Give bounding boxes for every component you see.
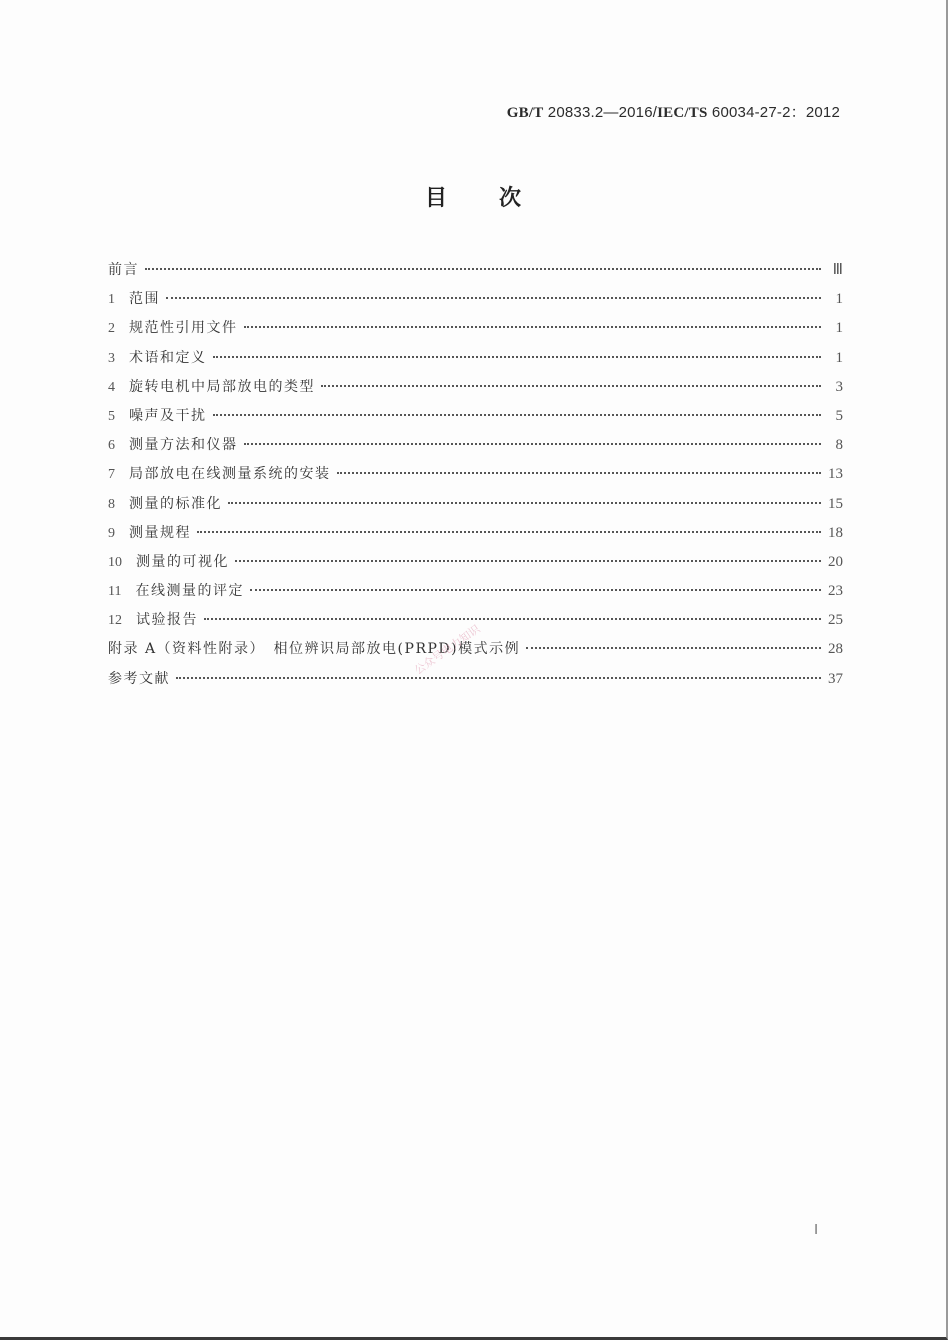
toc-entry-number: 1 bbox=[108, 292, 115, 308]
toc-entry-number: 9 bbox=[108, 525, 115, 541]
page-number: Ⅰ bbox=[814, 1223, 819, 1238]
toc-leader-dots bbox=[250, 589, 821, 591]
toc-entry-label: 旋转电机中局部放电的类型 bbox=[129, 378, 315, 395]
toc-leader-dots bbox=[228, 502, 821, 504]
toc-entry-10[interactable] bbox=[108, 551, 843, 580]
toc-entry-page: 18 bbox=[828, 524, 843, 541]
toc-entry-label: 局部放电在线测量系统的安装 bbox=[129, 466, 331, 483]
toc-entry-page: 15 bbox=[828, 495, 843, 512]
toc-leader-dots bbox=[244, 326, 822, 328]
toc-entry-9[interactable] bbox=[108, 522, 843, 551]
toc-leader-dots bbox=[197, 531, 821, 533]
toc-leader-dots bbox=[145, 268, 821, 270]
standard-header bbox=[507, 101, 840, 122]
toc-entry-page: 23 bbox=[828, 583, 843, 600]
toc-entry-page: 1 bbox=[835, 320, 843, 337]
toc-entry-label: 测量规程 bbox=[129, 524, 191, 541]
toc-title-char-1: 目 bbox=[424, 186, 447, 211]
toc-entry-number: 7 bbox=[108, 467, 115, 483]
toc-entry-label: 附录 A（资料性附录） 相位辨识局部放电(PRPD)模式示例 bbox=[108, 641, 521, 658]
toc-entry-annex-a[interactable] bbox=[108, 638, 843, 667]
toc-entry-label: 在线测量的评定 bbox=[135, 583, 244, 600]
toc-entry-page: Ⅲ bbox=[832, 262, 843, 278]
toc-entry-number: 3 bbox=[108, 350, 115, 366]
toc-entry-page: 25 bbox=[828, 612, 843, 629]
toc-entry-page: 37 bbox=[828, 670, 843, 687]
toc-title-char-2: 次 bbox=[499, 186, 522, 211]
toc-entry-label: 测量的可视化 bbox=[136, 553, 229, 570]
toc-entry-label: 测量方法和仪器 bbox=[129, 437, 238, 454]
toc-entry-number: 5 bbox=[108, 408, 115, 424]
standard-number: 20833.2—2016/ bbox=[543, 104, 658, 121]
toc-leader-dots bbox=[321, 385, 821, 387]
toc-entry-number: 8 bbox=[108, 496, 115, 512]
toc-entry-label: 术语和定义 bbox=[129, 349, 207, 366]
toc-entry-7[interactable] bbox=[108, 463, 843, 492]
toc-entry-6[interactable] bbox=[108, 434, 843, 463]
toc-leader-dots bbox=[235, 560, 821, 562]
toc-entry-page: 3 bbox=[835, 378, 843, 395]
toc-title bbox=[0, 181, 946, 212]
toc-entry-label: 范围 bbox=[129, 291, 160, 308]
toc-entry-2[interactable] bbox=[108, 317, 843, 346]
toc-leader-dots bbox=[244, 443, 822, 445]
toc-leader-dots bbox=[166, 297, 821, 299]
toc-entry-label: 规范性引用文件 bbox=[129, 320, 238, 337]
toc-entry-page: 1 bbox=[835, 291, 843, 308]
toc-leader-dots bbox=[526, 647, 821, 649]
toc-entry-label: 噪声及干扰 bbox=[129, 407, 207, 424]
toc-entry-label: 测量的标准化 bbox=[129, 495, 222, 512]
toc-entry-label: 试验报告 bbox=[136, 612, 198, 629]
toc-leader-dots bbox=[204, 618, 821, 620]
toc-entry-label: 参考文献 bbox=[108, 670, 170, 687]
toc-entry-page: 8 bbox=[835, 437, 843, 454]
toc-entry-1[interactable] bbox=[108, 288, 843, 317]
toc-entry-number: 12 bbox=[108, 613, 122, 629]
toc-entry-page: 1 bbox=[835, 349, 843, 366]
watermark: 公众号电力知识 bbox=[411, 622, 483, 678]
toc-entry-page: 13 bbox=[828, 466, 843, 483]
toc-entry-11[interactable] bbox=[108, 580, 843, 609]
toc-entry-page: 20 bbox=[828, 553, 843, 570]
toc-entry-number: 6 bbox=[108, 438, 115, 454]
toc-entry-number: 2 bbox=[108, 321, 115, 337]
toc-leader-dots bbox=[176, 677, 821, 679]
toc-entry-number: 10 bbox=[108, 554, 122, 570]
toc-entry-number: 11 bbox=[108, 584, 122, 600]
toc-entry-8[interactable] bbox=[108, 493, 843, 522]
iec-prefix: IEC/TS bbox=[657, 105, 708, 121]
toc-entry-page: 28 bbox=[828, 641, 843, 658]
iec-number: 60034-27-2：2012 bbox=[707, 104, 840, 121]
toc-leader-dots bbox=[213, 414, 822, 416]
toc-entry-foreword[interactable] bbox=[108, 259, 843, 288]
toc-leader-dots bbox=[213, 356, 822, 358]
standard-prefix: GB/T bbox=[506, 105, 544, 121]
toc-entry-3[interactable] bbox=[108, 347, 843, 376]
toc-entry-4[interactable] bbox=[108, 376, 843, 405]
toc-leader-dots bbox=[337, 472, 822, 474]
toc-entry-5[interactable] bbox=[108, 405, 843, 434]
toc-entry-page: 5 bbox=[835, 407, 843, 424]
toc-entry-number: 4 bbox=[108, 379, 115, 395]
toc-entry-bibliography[interactable] bbox=[108, 668, 843, 697]
toc-entry-label: 前言 bbox=[108, 262, 139, 278]
